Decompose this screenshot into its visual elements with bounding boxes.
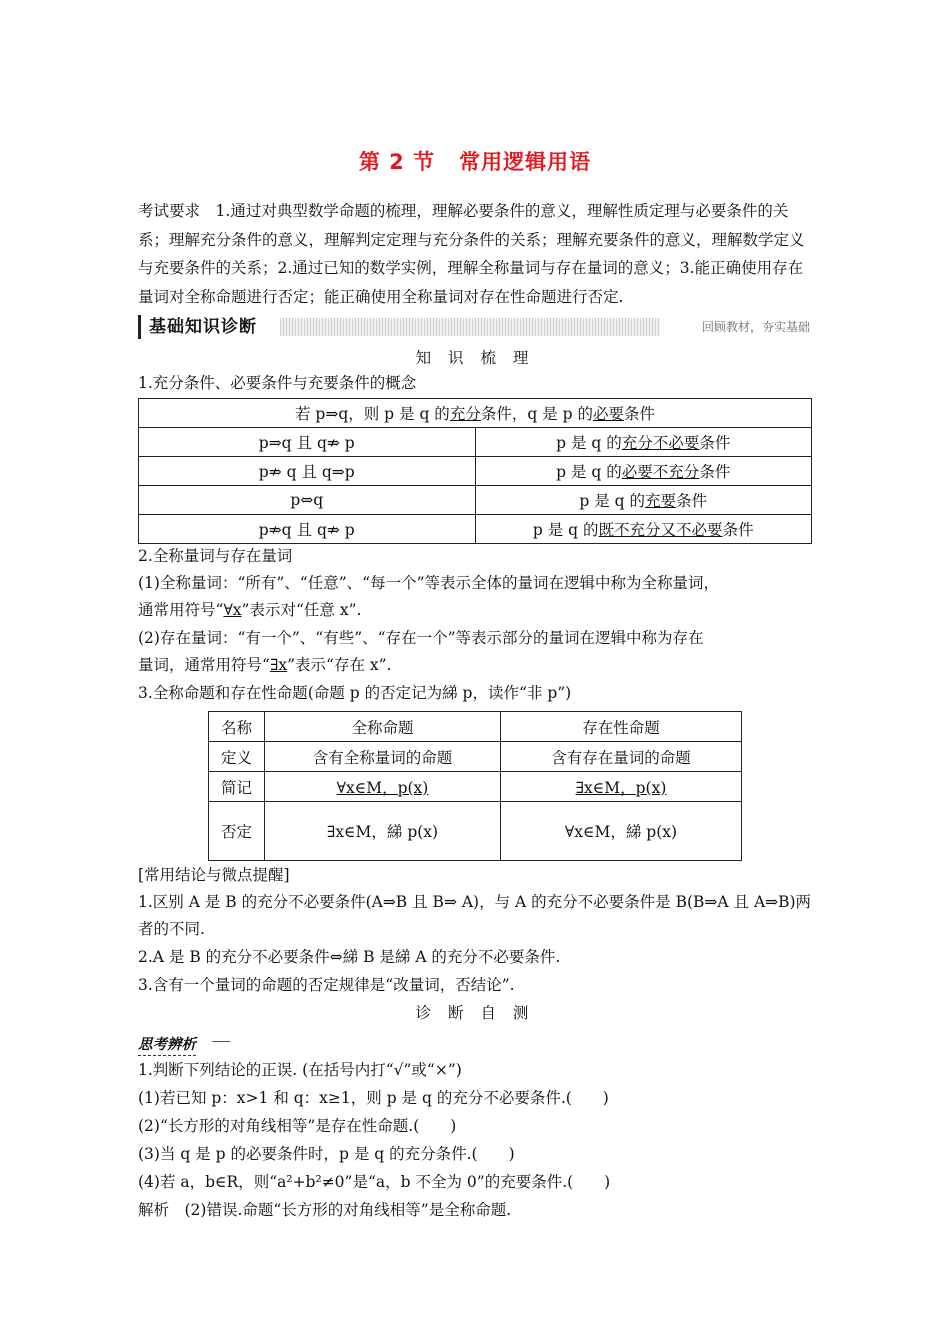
table-header-cell: 若 p⇒q，则 p 是 q 的充分条件，q 是 p 的必要条件: [139, 399, 812, 428]
condition-cell: p⇏q 且 q⇏ p: [139, 515, 476, 544]
table-cell: 含有存在量词的命题: [501, 742, 742, 772]
banner-caption: 回顾教材，夯实基础: [660, 318, 810, 336]
table-cell: ∀x∈M，p(x): [265, 772, 501, 802]
remark3: 3.含有一个量词的命题的否定规律是“改量词，否结论”.: [138, 976, 515, 994]
table-cell: 否定: [209, 802, 265, 861]
table-row: [139, 457, 812, 486]
table-row: [209, 802, 742, 861]
remark2: 2.A 是 B 的充分不必要条件⇔綈 B 是綈 A 的充分不必要条件.: [138, 948, 561, 966]
underlined-answer: 必要: [592, 405, 624, 423]
conclusion-cell: p 是 q 的充要条件: [475, 486, 812, 515]
table-cell: 定义: [209, 742, 265, 772]
knowledge-heading: 知 识 梳 理: [415, 349, 535, 367]
table-cell: 简记: [209, 772, 265, 802]
remark-title: [常用结论与微点提醒]: [138, 866, 290, 884]
analysis: 解析 (2)错误.命题“长方形的对角线相等”是全称命题.: [138, 1201, 512, 1219]
self-test-heading: 诊 断 自 测: [415, 1004, 535, 1022]
question1-4: (4)若 a，b∈R，则“a²+b²≠0”是“a，b 不全为 0”的充要条件.( ): [138, 1173, 611, 1191]
question1-2: (2)“长方形的对角线相等”是存在性命题.( ): [138, 1117, 457, 1135]
conclusion-cell: p 是 q 的必要不充分条件: [475, 457, 812, 486]
table-row: [209, 742, 742, 772]
propositions-table: [208, 711, 742, 861]
question1-3: (3)当 q 是 p 的必要条件时，p 是 q 的充分条件.( ): [138, 1145, 515, 1163]
question1: 1.判断下列结论的正误. (在括号内打“√”或“×”): [138, 1061, 462, 1079]
table-row: [139, 486, 812, 515]
item1-heading: 1.充分条件、必要条件与充要条件的概念: [138, 374, 417, 392]
remark1-line-a: 1.区别 A 是 B 的充分不必要条件(A⇒B 且 B⇒ A)，与 A 的充分不必要条件是 B(B⇒A 且 A⇒B)两: [138, 893, 812, 911]
item2-1-line-a: (1)全称量词：“所有”、“任意”、“每一个”等表示全体的量词在逻辑中称为全称量词，: [138, 574, 720, 592]
table-cell: ∃x∈M，p(x): [501, 772, 742, 802]
requirements-label: 考试要求: [138, 202, 201, 220]
thinking-tag: 思考辨析: [138, 1033, 196, 1056]
table-row: [209, 772, 742, 802]
table-cell: ∀x∈M，綈 p(x): [501, 802, 742, 861]
tag-decoration: [207, 1041, 230, 1050]
underlined-answer: 充分: [449, 405, 481, 423]
section-topic: 常用逻辑用语: [459, 150, 592, 174]
table-row: [139, 515, 812, 544]
section-banner: [138, 315, 810, 339]
section-number: 第 2 节: [358, 150, 436, 174]
item2-2-line-b: 量词，通常用符号“∃x”表示“存在 x”.: [138, 656, 392, 674]
item2-1-line-b: 通常用符号“∀x”表示对“任意 x”.: [138, 601, 362, 619]
conclusion-cell: p 是 q 的充分不必要条件: [475, 428, 812, 457]
table-row: [139, 399, 812, 428]
table-head-cell: 存在性命题: [501, 712, 742, 742]
requirements-text: 1.通过对典型数学命题的梳理，理解必要条件的意义，理解性质定理与必要条件的关系；理解充分条件的意义，理解判定定理与充分条件的关系；理解充要条件的意义，理解数学定义与充要条件的关系；2.通过已知的数学实例，理解全称量词与存在量词的意义；3.能正确使用存在量词对全称命题进行否定；能正确使用全称量词对存在性命题进行否定.: [138, 202, 805, 306]
condition-cell: p⇏ q 且 q⇒p: [139, 457, 476, 486]
page-title: [0, 146, 950, 176]
table-row: [139, 428, 812, 457]
table-head-cell: 名称: [209, 712, 265, 742]
conditions-table: [138, 398, 812, 544]
table-row: [209, 712, 742, 742]
condition-cell: p⇔q: [139, 486, 476, 515]
conclusion-cell: p 是 q 的既不充分又不必要条件: [475, 515, 812, 544]
item2-2-line-a: (2)存在量词：“有一个”、“有些”、“存在一个”等表示部分的量词在逻辑中称为存在: [138, 629, 704, 647]
table-cell: 含有全称量词的命题: [265, 742, 501, 772]
exam-requirements: [138, 197, 814, 311]
banner-label: 基础知识诊断: [138, 315, 280, 339]
item3-heading: 3.全称命题和存在性命题(命题 p 的否定记为綈 p，读作“非 p”): [138, 684, 572, 702]
table-cell: ∃x∈M，綈 p(x): [265, 802, 501, 861]
remark1-line-b: 者的不同.: [138, 920, 205, 938]
question1-1: (1)若已知 p：x>1 和 q：x≥1，则 p 是 q 的充分不必要条件.( ): [138, 1089, 609, 1107]
table-head-cell: 全称命题: [265, 712, 501, 742]
condition-cell: p⇒q 且 q⇏ p: [139, 428, 476, 457]
item2-heading: 2.全称量词与存在量词: [138, 547, 293, 565]
